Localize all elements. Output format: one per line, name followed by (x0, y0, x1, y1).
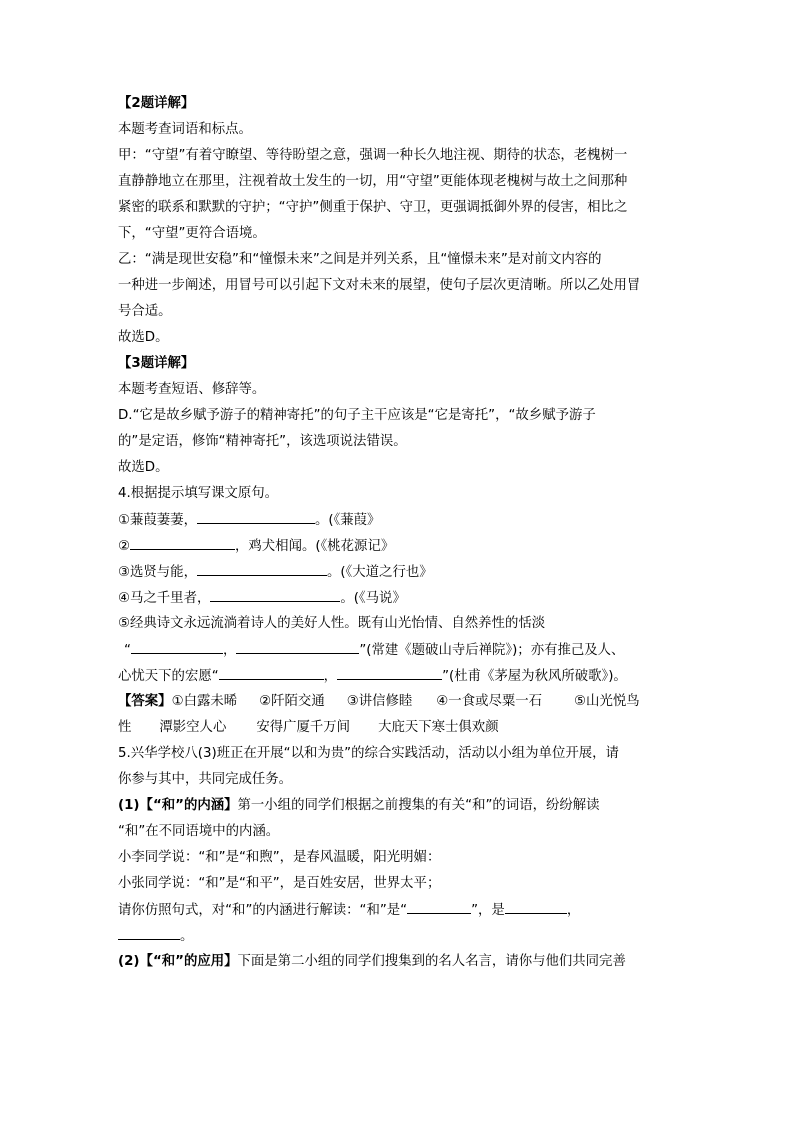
answer-5b: 性 (118, 720, 132, 735)
q4-item-2-prefix: ② (118, 539, 131, 554)
fill-blank (197, 507, 315, 524)
comma: ， (323, 669, 338, 684)
q2-jia-line-1: 甲：“守望”有着守瞭望、等待盼望之意，强调一种长久地注视、期待的状态，老槐树一 (118, 148, 628, 163)
q2-jia-line-4: 下，“守望”更符合语境。 (118, 226, 266, 241)
q4-item-3-prefix: ③选贤与能， (118, 565, 197, 580)
q2-yi-line-2: 一种进一步阐述，用冒号可以引起下文对未来的展望，使句子层次更清晰。所以乙处用冒 (118, 278, 641, 293)
fill-blank (197, 559, 327, 576)
q2-intro: 本题考查词语和标点。 (118, 122, 252, 137)
answer-4: ④一食或尽粟一石 (436, 694, 543, 709)
q4-answer-row-2 (118, 715, 678, 741)
fill-blank (337, 663, 442, 680)
q2-yi-line-3: 号合适。 (118, 304, 172, 319)
q5-li-statement: 小李同学说：“和”是“和煦”，是春风温暖，阳光明媚： (118, 850, 441, 865)
fill-blank (131, 637, 223, 654)
q4-item-1-source: 。(《蒹葭》 (314, 513, 381, 528)
comma: ， (566, 903, 581, 918)
answer-5a: ⑤山光悦鸟 (574, 694, 640, 709)
answer-7: 安得广厦千万间 (256, 720, 351, 735)
q5-ask-line (118, 897, 678, 923)
fill-blank (505, 897, 567, 914)
open-quote: “ (124, 643, 131, 658)
q4-item-5-line-2 (118, 637, 678, 663)
fill-blank (118, 923, 180, 940)
answer-label: 【答案】 (118, 694, 172, 709)
q4-item-5-line-1: ⑤经典诗文永远流淌着诗人的美好人性。既有山光怡情、自然养性的恬淡 (118, 616, 546, 631)
q5-ask-mid: ”，是 (471, 903, 505, 918)
q4-item-1-prefix: ①蒹葭萋萋， (118, 513, 197, 528)
fill-blank (130, 533, 235, 550)
fill-blank (210, 585, 340, 602)
q5-title-line-2: 你参与其中，共同完成任务。 (118, 772, 293, 787)
fill-blank (219, 663, 324, 680)
q5-part-2-label: (2)【“和”的应用】 (118, 954, 238, 969)
q4-item-3 (118, 559, 678, 585)
fill-blank (407, 897, 471, 914)
q4-item-5-line-3-prefix: 心忧天下的宏愿“ (118, 669, 219, 684)
q4-item-2 (118, 533, 678, 559)
q2-answer: 故选D。 (118, 330, 169, 345)
q4-title: 4.根据提示填写课文原句。 (118, 486, 279, 501)
q4-item-2-source: ，鸡犬相闻。(《桃花源记》 (235, 539, 395, 554)
q2-header: 【2题详解】 (118, 96, 195, 111)
q4-answer-row-1 (118, 689, 678, 715)
q4-item-4-source: 。(《马说》 (340, 591, 406, 606)
q5-part-1-label: (1)【“和”的内涵】 (118, 798, 238, 813)
answer-1: ①白露未晞 (171, 694, 238, 709)
q2-yi-line-1: 乙：“满是现世安稳”和“憧憬未来”之间是并列关系，且“憧憬未来”是对前文内容的 (118, 252, 602, 267)
q3-d-line-2: 的”是定语，修饰“精神寄托”，该选项说法错误。 (118, 434, 407, 449)
fill-blank (236, 637, 359, 654)
q4-item-4 (118, 585, 678, 611)
q5-part-1-text: 第一小组的同学们根据之前搜集的有关“和”的词语，纷纷解读 (237, 798, 600, 813)
q3-header: 【3题详解】 (118, 356, 195, 371)
q5-zhang-statement: 小张同学说：“和”是“和平”，是百姓安居，世界太平； (118, 876, 441, 891)
q5-title-line-1: 5.兴华学校八(3)班正在开展“以和为贵”的综合实践活动，活动以小组为单位开展，请 (118, 746, 619, 761)
document-page (118, 91, 678, 975)
q4-item-5-source-2: ”(杜甫《茅屋为秋风所破歌》)。 (442, 669, 627, 684)
q4-item-5-line-3 (118, 663, 678, 689)
q5-ask-prefix: 请你仿照句式，对“和”的内涵进行解读：“和”是“ (118, 903, 408, 918)
q5-ask-line-2 (118, 923, 678, 949)
q4-item-4-prefix: ④马之千里者， (118, 591, 211, 606)
answer-3: ③讲信修睦 (346, 694, 413, 709)
answer-8: 大庇天下寒士俱欢颜 (378, 720, 499, 735)
comma: ， (222, 643, 237, 658)
answer-6: 潭影空人心 (159, 720, 227, 735)
q5-part-1-line-1 (118, 793, 678, 819)
q3-intro: 本题考查短语、修辞等。 (118, 382, 266, 397)
q5-part-2-text: 下面是第二小组的同学们搜集到的名人名言，请你与他们共同完善 (237, 954, 626, 969)
q2-jia-line-3: 紧密的联系和默默的守护；“守护”侧重于保护、守卫，更强调抵御外界的侵害，相比之 (118, 200, 628, 215)
q4-item-1 (118, 507, 678, 533)
q5-part-2-line-1 (118, 949, 678, 975)
q2-jia-line-2: 直静静地立在那里，注视着故土发生的一切，用“守望”更能体现老槐树与故土之间那种 (118, 174, 628, 189)
q3-answer: 故选D。 (118, 460, 169, 475)
period: 。 (180, 929, 194, 944)
q4-item-3-source: 。(《大道之行也》 (326, 565, 433, 580)
q5-part-1-line-2: “和”在不同语境中的内涵。 (118, 824, 280, 839)
q3-d-line-1: D.“它是故乡赋予游子的精神寄托”的句子主干应该是“它是寄托”，“故乡赋予游子 (118, 408, 596, 423)
answer-2: ②阡陌交通 (259, 694, 325, 709)
q4-item-5-source-1: ”(常建《题破山寺后禅院》)；亦有推己及人、 (359, 643, 625, 658)
